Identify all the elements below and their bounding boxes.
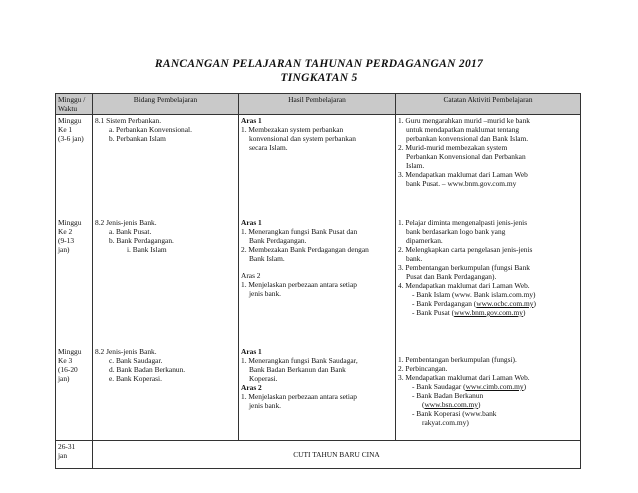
week-line: jan) (58, 245, 70, 254)
catatan-line: 2. Melengkapkan carta pengelasan jenis-jenis (398, 245, 533, 254)
week-line: Minggu (58, 218, 82, 227)
level-label: Aras 1 (241, 218, 262, 227)
bidang-cell (93, 346, 239, 441)
hasil-line: 1. Membezakan system perbankan (241, 125, 344, 134)
header-hasil: Hasil Pembelajaran (239, 94, 396, 115)
hasil-line: Bank Badan Berkanun dan Bank (249, 365, 346, 374)
bidang-line: 8.2 Jenis-jenis Bank. (95, 347, 157, 356)
catatan-line: - Bank Badan Berkanun (412, 391, 484, 400)
bidang-line: c. Bank Saudagar. (109, 356, 163, 365)
catatan-line: bank Pusat. – www.bnm.gov.com.my (406, 179, 517, 188)
catatan-line: 1. Pelajar diminta mengenalpasti jenis-jenis (398, 218, 528, 227)
week-line: Minggu (58, 347, 82, 356)
catatan-line: 4. Mendapatkan maklumat dari Laman Web. (398, 281, 530, 290)
level-label: Aras 1 (241, 347, 262, 356)
week-cell (56, 441, 93, 469)
catatan-line: perbankan konvensional dan Bank Islam. (406, 134, 529, 143)
link-prefix: ( (422, 400, 425, 409)
catatan-line: 1. Guru mengarahkan murid –murid ke bank (398, 116, 530, 125)
hasil-line: 2. Membezakan Bank Perdagangan dengan (241, 245, 369, 254)
hasil-cell (239, 346, 396, 441)
catatan-line: untuk mendapatkan maklumat tentang (406, 125, 520, 134)
week-line: 26-31 (58, 442, 76, 451)
table-row (56, 441, 581, 469)
bidang-cell (93, 115, 239, 218)
catatan-line: Pusat dan Bank Perdagangan). (406, 272, 497, 281)
lesson-plan-table (55, 93, 581, 469)
week-line: jan) (58, 374, 70, 383)
hasil-line: jenis bank. (249, 401, 282, 410)
link-prefix: - Bank Pusat ( (412, 308, 455, 317)
week-line: (16-20 (58, 365, 78, 374)
hasil-cell (239, 115, 396, 218)
catatan-line: bank berdasarkan logo bank yang (406, 227, 506, 236)
catatan-line: dipamerkan. (406, 236, 443, 245)
catatan-line: 3. Mendapatkan maklumat dari Laman Web (398, 170, 528, 179)
catatan-line: Perbankan Konvensional dan Perbankan (406, 152, 526, 161)
link-suffix: ) (523, 382, 527, 391)
holiday-note: CUTI TAHUN BARU CINA (93, 441, 581, 469)
level-label: Aras 2 (241, 271, 261, 280)
bidang-line: e. Bank Koperasi. (109, 374, 162, 383)
catatan-line: rakyat.com.my) (422, 418, 469, 427)
bidang-line: 8.1 Sistem Perbankan. (95, 116, 162, 125)
hasil-line: secara Islam. (249, 143, 288, 152)
header-minggu: Minggu / Waktu (56, 94, 93, 115)
spacer (398, 347, 578, 355)
catatan-line: Islam. (406, 161, 425, 170)
bidang-line: 8.2 Jenis-jenis Bank. (95, 218, 157, 227)
catatan-cell (396, 217, 581, 346)
hasil-cell (239, 217, 396, 346)
catatan-cell (396, 115, 581, 218)
catatan-line (398, 299, 578, 308)
level-label: Aras 1 (241, 116, 262, 125)
table-row (56, 346, 581, 441)
website-link[interactable]: www.cimb.com.my (465, 382, 524, 391)
bidang-line: b. Perbankan Islam (109, 134, 166, 143)
week-cell (56, 346, 93, 441)
website-link[interactable]: www.bnm.gov.com.my (454, 308, 523, 317)
header-catatan: Catatan Aktiviti Pembelajaran (396, 94, 581, 115)
spacer (241, 263, 393, 271)
catatan-line: 3. Pembentangan berkumpulan (fungsi Bank (398, 263, 530, 272)
hasil-line: Bank Perdagangan. (249, 236, 307, 245)
link-suffix: ) (522, 308, 526, 317)
catatan-line (398, 382, 578, 391)
link-suffix: ) (533, 299, 536, 308)
week-line: (3-6 jan) (58, 134, 84, 143)
week-line: Minggu (58, 116, 82, 125)
bidang-line: d. Bank Badan Berkanun. (109, 365, 186, 374)
catatan-line (398, 400, 578, 409)
header-bidang: Bidang Pembelajaran (93, 94, 239, 115)
week-line: Ke 2 (58, 227, 73, 236)
catatan-line: 2. Murid-murid membezakan system (398, 143, 508, 152)
hasil-line: 1. Menerangkan fungsi Bank Saudagar, (241, 356, 358, 365)
bidang-line: i. Bank Islam (127, 245, 167, 254)
hasil-line: jenis bank. (249, 289, 282, 298)
hasil-line: 1. Menjelaskan perbezaan antara setiap (241, 280, 357, 289)
link-prefix: - Bank Perdagangan ( (412, 299, 477, 308)
level-label: Aras 2 (241, 383, 262, 392)
catatan-cell (396, 346, 581, 441)
document-subtitle: TINGKATAN 5 (280, 72, 358, 84)
catatan-line: - Bank Islam (www. Bank islam.com.my) (412, 290, 536, 299)
hasil-line: 1. Menerangkan fungsi Bank Pusat dan (241, 227, 358, 236)
week-cell (56, 217, 93, 346)
link-suffix: ) (477, 400, 481, 409)
catatan-line (398, 308, 578, 317)
week-line: jan (58, 451, 68, 460)
header-row (56, 94, 581, 115)
bidang-line: a. Perbankan Konvensional. (109, 125, 192, 134)
bidang-line: a. Bank Pusat. (109, 227, 152, 236)
hasil-line: Bank Islam. (249, 254, 285, 263)
website-link[interactable]: www.ocbc.com.my (476, 299, 534, 308)
link-prefix: - Bank Saudagar ( (412, 382, 466, 391)
bidang-line: b. Bank Perdagangan. (109, 236, 174, 245)
week-line: (9-13 (58, 236, 75, 245)
week-line: Ke 3 (58, 356, 73, 365)
week-line: Ke 1 (58, 125, 73, 134)
week-cell (56, 115, 93, 218)
hasil-line: 1. Menjelaskan perbezaan antara setiap (241, 392, 357, 401)
hasil-line: Koperasi. (249, 374, 278, 383)
catatan-line: 2. Perbincangan. (398, 364, 448, 373)
table-row (56, 217, 581, 346)
catatan-line: 3. Mendapatkan maklumat dari Laman Web. (398, 373, 530, 382)
website-link[interactable]: www.bsn.com.my (424, 400, 478, 409)
catatan-line: - Bank Koperasi (www.bank (412, 409, 497, 418)
table-row (56, 115, 581, 218)
catatan-line: bank. (406, 254, 423, 263)
hasil-line: konvensional dan system perbankan (249, 134, 356, 143)
bidang-cell (93, 217, 239, 346)
document-title: RANCANGAN PELAJARAN TAHUNAN PERDAGANGAN 2017 (154, 58, 484, 70)
catatan-line: 1. Pembentangan berkumpulan (fungsi). (398, 355, 517, 364)
